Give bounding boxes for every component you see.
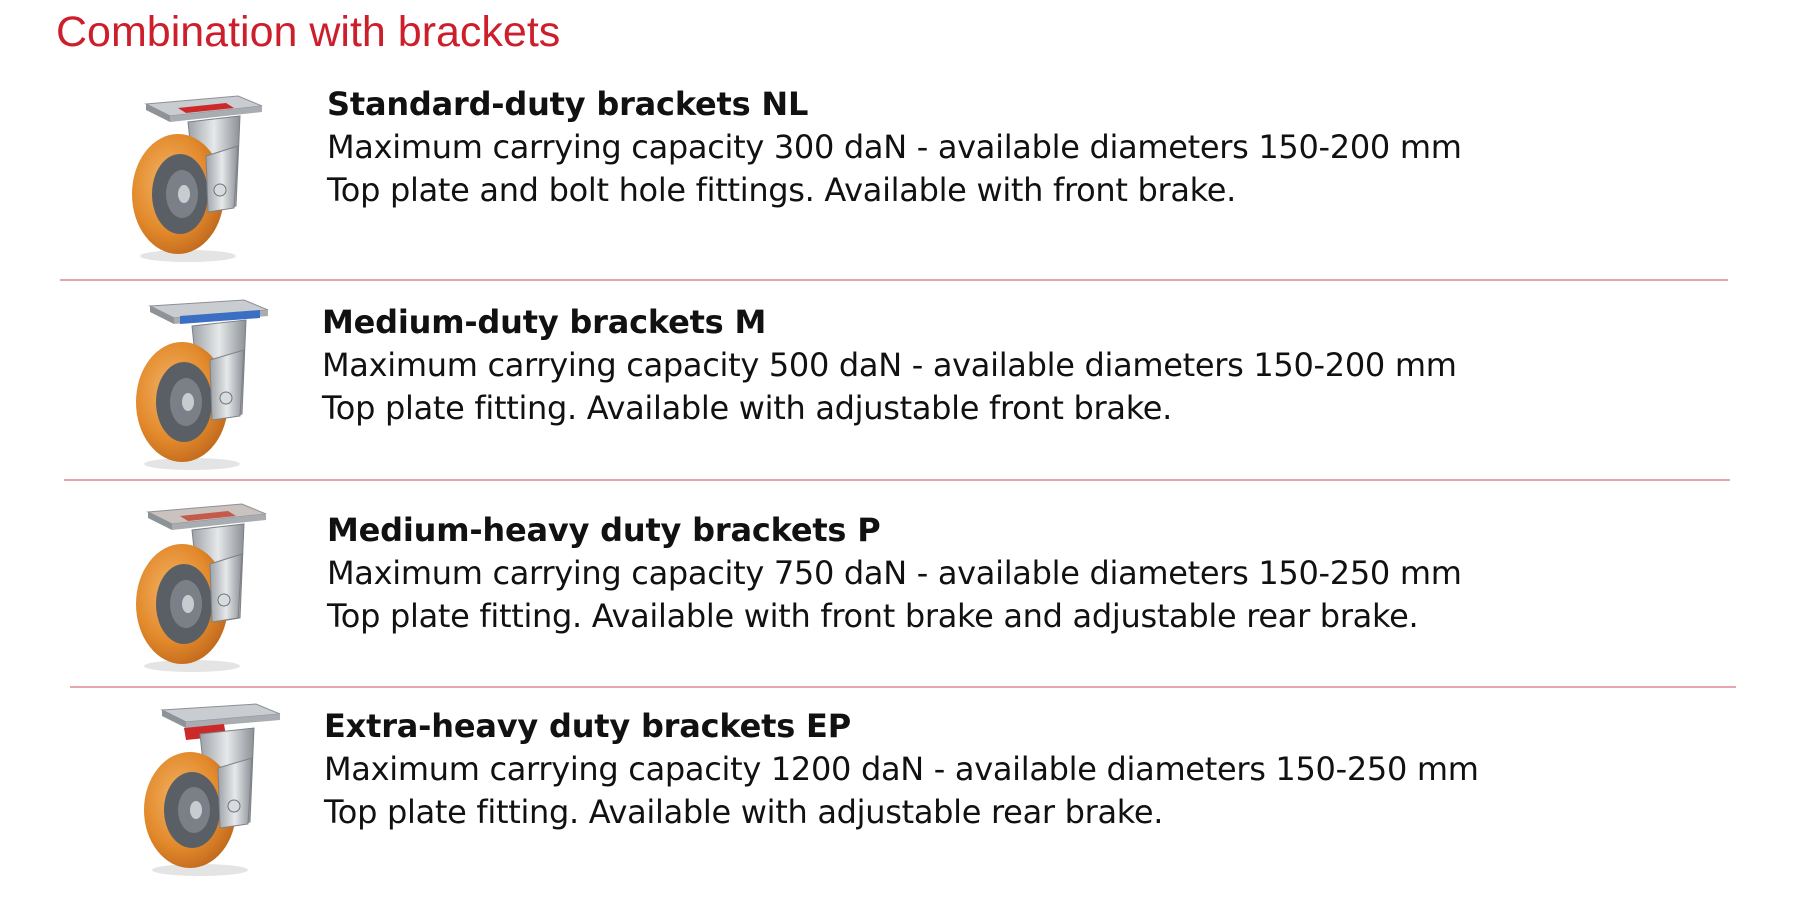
product-capacity: Maximum carrying capacity 500 daN - available diameters 150-200 mm [322, 346, 1457, 384]
page-title: Combination with brackets [56, 8, 561, 56]
swivel-caster-icon [128, 698, 288, 878]
product-name: Standard-duty brackets NL [327, 85, 809, 123]
product-name: Medium-heavy duty brackets P [327, 511, 881, 549]
divider [70, 686, 1736, 688]
product-fitting: Top plate fitting. Available with adjustable front brake. [322, 389, 1173, 427]
divider [60, 279, 1728, 281]
product-capacity: Maximum carrying capacity 300 daN - available diameters 150-200 mm [327, 128, 1462, 166]
product-capacity: Maximum carrying capacity 750 daN - available diameters 150-250 mm [327, 554, 1462, 592]
product-fitting: Top plate and bolt hole fittings. Available with front brake. [327, 171, 1237, 209]
divider [64, 479, 1730, 481]
swivel-caster-icon [120, 496, 280, 676]
swivel-caster-icon [120, 292, 280, 472]
swivel-caster-icon [116, 86, 276, 266]
product-name: Extra-heavy duty brackets EP [324, 707, 851, 745]
product-fitting: Top plate fitting. Available with front brake and adjustable rear brake. [327, 597, 1419, 635]
product-capacity: Maximum carrying capacity 1200 daN - available diameters 150-250 mm [324, 750, 1479, 788]
product-fitting: Top plate fitting. Available with adjustable rear brake. [324, 793, 1164, 831]
product-name: Medium-duty brackets M [322, 303, 767, 341]
